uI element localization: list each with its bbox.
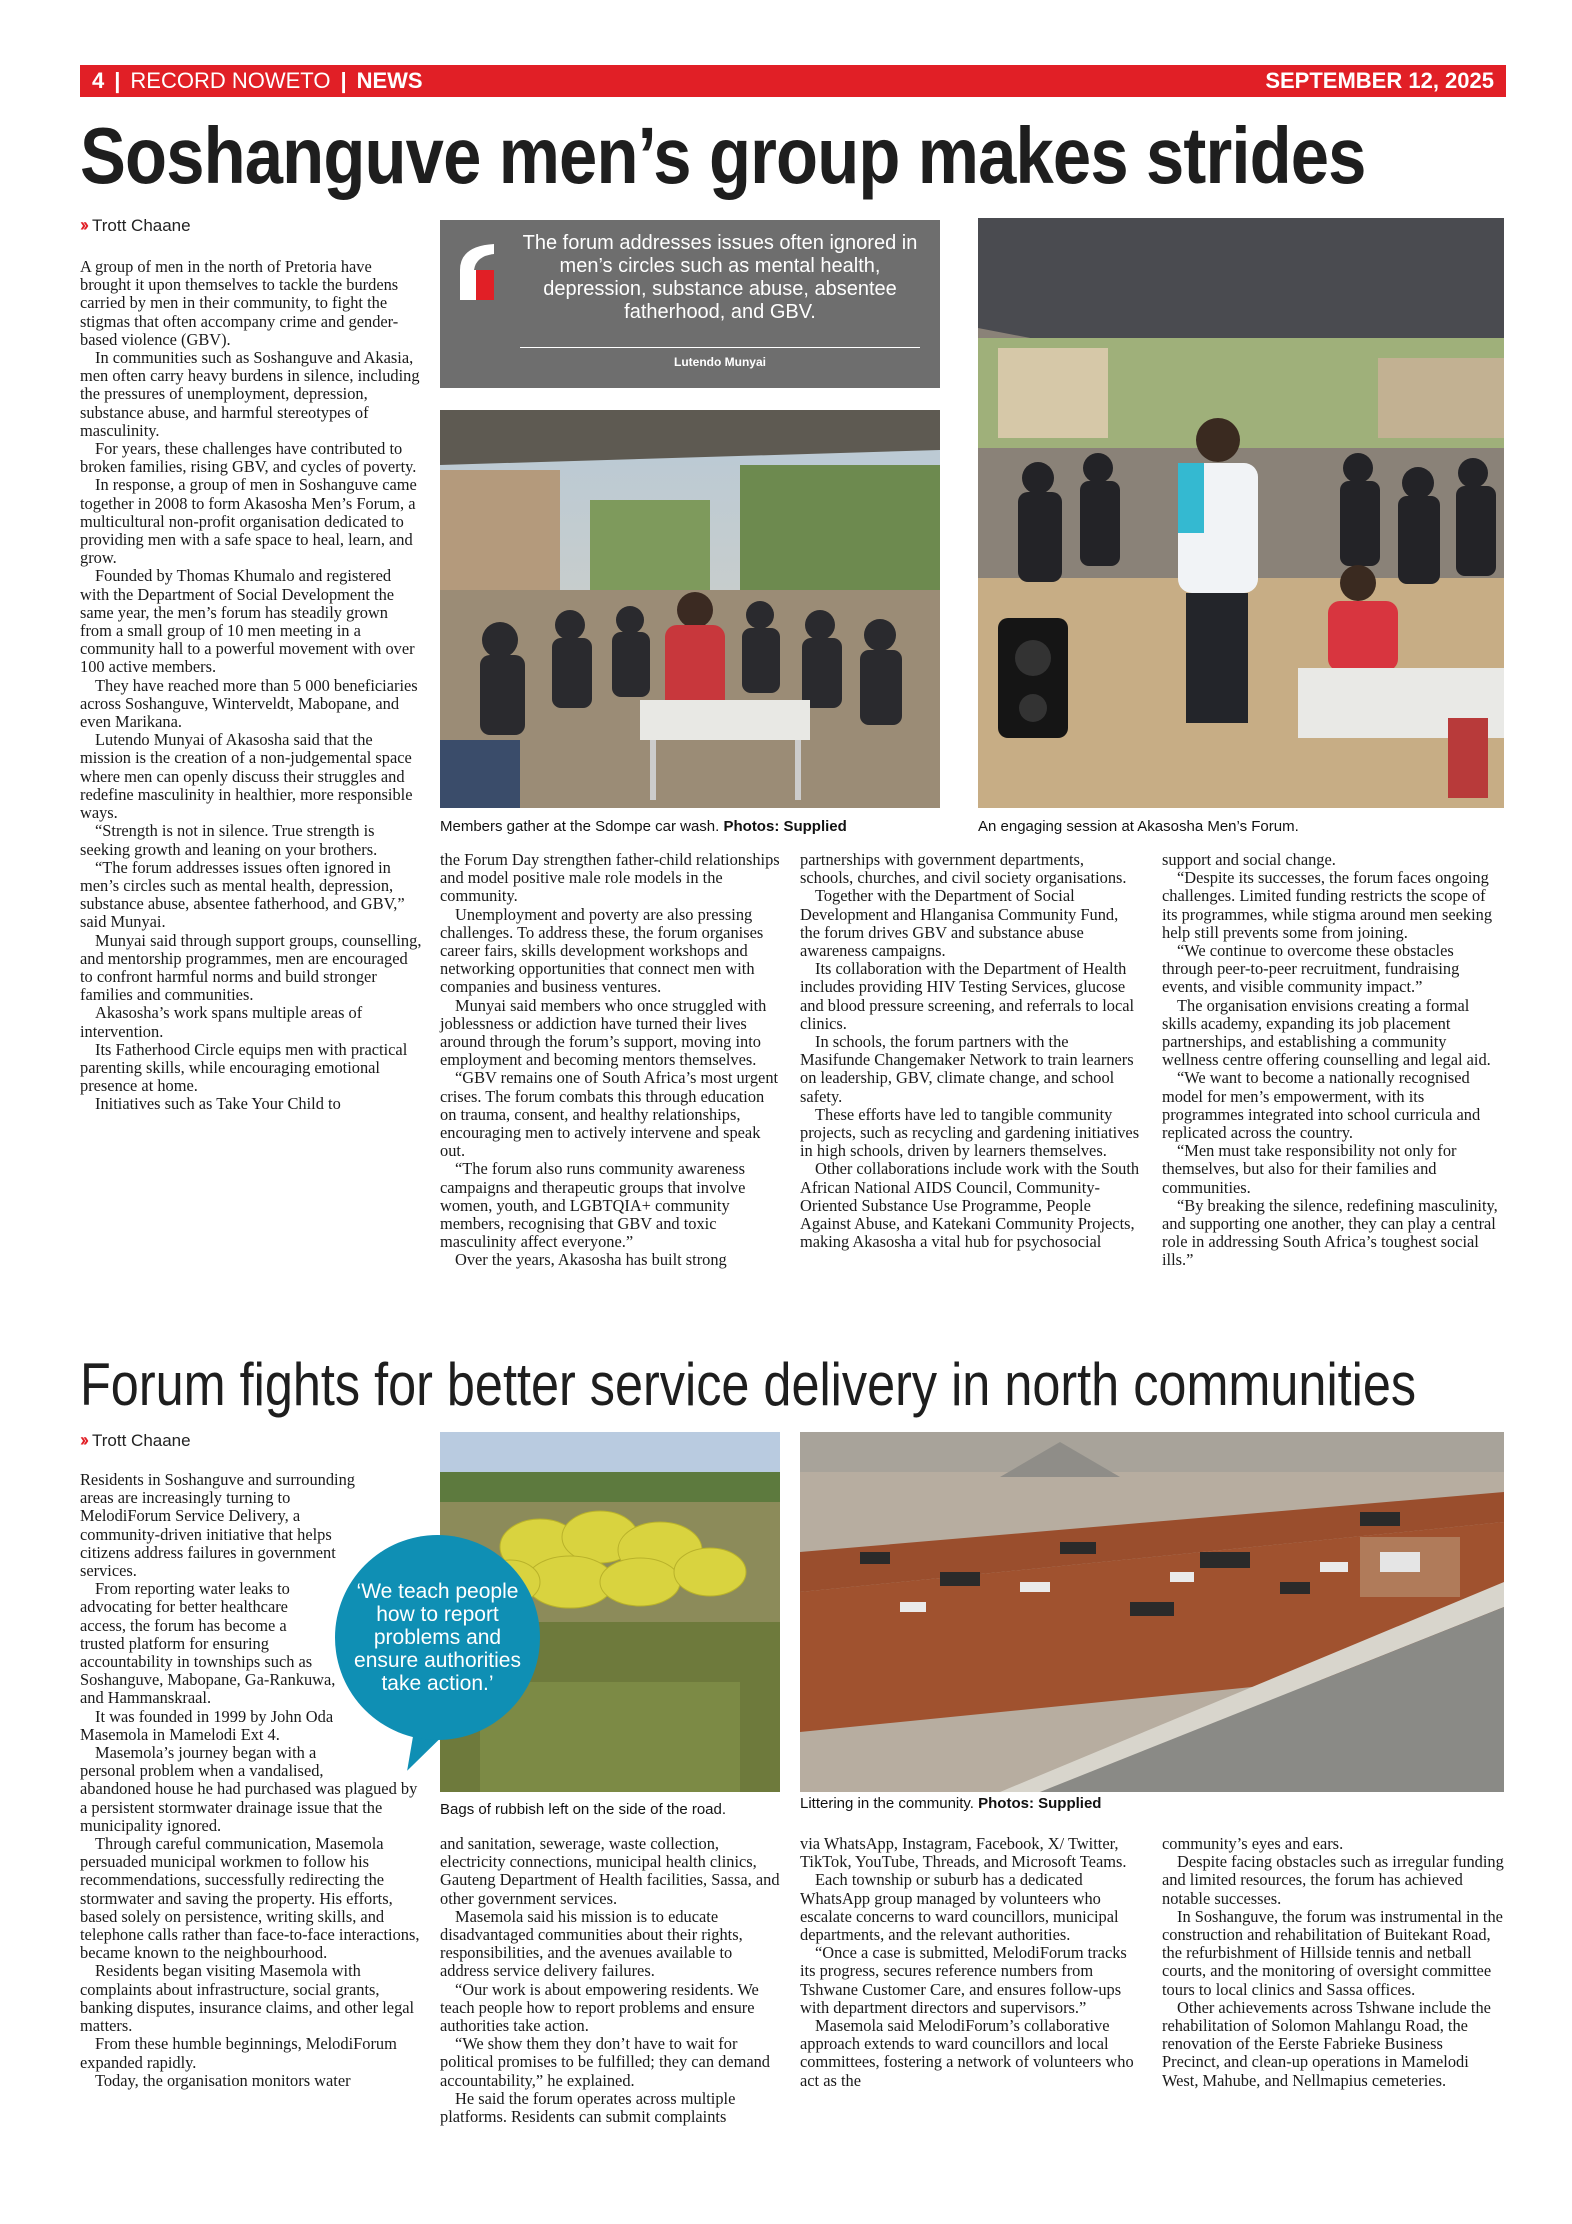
paragraph: “Once a case is submitted, MelodiForum tracks its progress, secures reference numbers from Tshwane Customer Care, and ensures follow-ups with department directors and supervisors.” xyxy=(800,1943,1127,2017)
paragraph: In schools, the forum partners with the Masifunde Changemaker Network to train learners on leadership, GBV, climate change, and school safety. xyxy=(800,1032,1134,1106)
article-2-headline: Forum fights for better service delivery in north communities xyxy=(80,1351,1417,1418)
photo-credit: Photos: Supplied xyxy=(723,818,847,835)
paragraph: community’s eyes and ears. xyxy=(1162,1834,1344,1853)
paragraph: Together with the Department of Social Development and Hlanganisa Community Fund, the forum drives GBV and substance abuse awareness campaigns. xyxy=(800,886,1119,961)
separator: | xyxy=(340,68,347,93)
paragraph: “The forum also runs community awareness campaigns and therapeutic groups that involve women, youth, and LGBTQIA+ community members, recognising that GBV and toxic masculinity affect everyone.” xyxy=(440,1159,746,1252)
chevron-icon: ›› xyxy=(80,215,86,235)
photo-credit: Photos: Supplied xyxy=(978,1795,1102,1812)
article-1-column-4 xyxy=(1162,851,1504,1270)
article-2-pullquote-bubble xyxy=(335,1535,540,1740)
pullquote-divider xyxy=(520,347,920,348)
caption-photo-rubbish xyxy=(440,1801,726,1818)
paragraph: “GBV remains one of South Africa’s most urgent crises. The forum combats this through education on trauma, consent, and healthy relationships, encouraging men to actively intervene and speak out. xyxy=(440,1068,779,1161)
page-header-banner xyxy=(80,65,1506,97)
paragraph: Munyai said through support groups, counselling, and mentorship programmes, men are encouraged to confront harmful norms and build stronger families and communities. xyxy=(80,930,422,1005)
paragraph: Masemola said MelodiForum’s collaborative approach extends to ward councillors and local committees, fostering a network of volunteers who act as the xyxy=(800,2016,1134,2090)
quote-mark-icon xyxy=(454,240,498,304)
bubble-text: ‘We teach people how to report problems and ensure authorities take action.’ xyxy=(354,1580,521,1695)
article-2-column-2 xyxy=(440,1835,780,2126)
paragraph: For years, these challenges have contributed to broken families, rising GBV, and cycles of poverty. xyxy=(80,439,417,477)
paragraph: They have reached more than 5 000 beneficiaries across Soshanguve, Winterveldt, Mabopane, and even Marikana. xyxy=(80,675,418,732)
paragraph: These efforts have led to tangible community projects, such as recycling and gardening initiatives in high schools, driven by learners themselves. xyxy=(800,1104,1140,1161)
publication-name: RECORD NOWETO xyxy=(130,68,331,93)
photo-engaging-session xyxy=(978,218,1504,808)
article-1-byline xyxy=(80,215,191,236)
article-2-byline xyxy=(80,1430,191,1451)
paragraph: Its Fatherhood Circle equips men with practical parenting skills, while encouraging emotional presence at home. xyxy=(80,1039,408,1096)
paragraph: support and social change. xyxy=(1162,850,1336,869)
caption-text: Bags of rubbish left on the side of the road. xyxy=(440,1801,727,1818)
paragraph: Despite facing obstacles such as irregular funding and limited resources, the forum has achieved notable successes. xyxy=(1162,1852,1504,1908)
paragraph: “We want to become a nationally recognised model for men’s empowerment, with its programmes integrated into school curricula and replicated across the country. xyxy=(1162,1068,1481,1143)
paragraph: The organisation envisions creating a formal skills academy, expanding its job placement partnerships, and establishing a community wellness centre offering counselling and legal aid. xyxy=(1162,995,1491,1070)
article-1-column-1 xyxy=(80,258,422,1114)
page-number: 4 xyxy=(92,68,105,93)
paragraph: “By breaking the silence, redefining masculinity, and supporting one another, they can play a central role in addressing South Africa’s toughest social ills.” xyxy=(1162,1195,1498,1270)
paragraph: Other achievements across Tshwane include the rehabilitation of Solomon Mahlangu Road, the renovation of the Eerste Fabrieke Business Precinct, and clean-up operations in Mamelodi West, Mahube, and Nellmapius cemeteries. xyxy=(1162,1997,1491,2090)
paragraph: Masemola’s journey began with a personal problem when a vandalised, abandoned house he had purchased was plagued by a persistent stormwater drainage issue that the municipality ignored. xyxy=(80,1743,418,1835)
article-1-pullquote xyxy=(440,220,940,388)
photo-littering xyxy=(800,1432,1504,1792)
paragraph: “We continue to overcome these obstacles through peer-to-peer recruitment, fundraising events, and visible community impact.” xyxy=(1162,941,1460,997)
byline-author: Trott Chaane xyxy=(92,1430,191,1450)
paragraph: Residents began visiting Masemola with complaints about infrastructure, social grants, banking disputes, insurance claims, and other legal matters. xyxy=(80,1961,415,2036)
caption-photo-littering xyxy=(800,1795,1101,1812)
paragraph: “The forum addresses issues often ignored in men’s circles such as mental health, depression, substance abuse, absentee fatherhood, and GBV,” said Munyai. xyxy=(80,857,405,932)
paragraph: From these humble beginnings, MelodiForum expanded rapidly. xyxy=(80,2034,397,2072)
paragraph: Each township or suburb has a dedicated WhatsApp group managed by volunteers who escalate concerns to ward councillors, municipal departments, and the relevant authorities. xyxy=(800,1870,1119,1945)
paragraph: “Strength is not in silence. True strength is seeking growth and leaning on your brothers. xyxy=(80,821,378,859)
paragraph: “Men must take responsibility not only for themselves, but also for their families and communities. xyxy=(1162,1141,1457,1197)
paragraph: via WhatsApp, Instagram, Facebook, X/ Twitter, TikTok, YouTube, Threads, and Microsoft Teams. xyxy=(800,1834,1127,1872)
photo-members-gathering xyxy=(440,410,940,808)
paragraph: Founded by Thomas Khumalo and registered with the Department of Social Development the same year, the men’s forum has steadily grown from a small group of 10 men meeting in a community hall to a powerful movement with over 100 active members. xyxy=(80,566,415,677)
paragraph: Akasosha’s work spans multiple areas of intervention. xyxy=(80,1003,363,1041)
caption-text: Littering in the community. xyxy=(800,1795,974,1812)
paragraph: Lutendo Munyai of Akasosha said that the mission is the creation of a non-judgemental space where men can openly discuss their struggles and redefine masculinity in healthier, more responsible ways. xyxy=(80,730,413,823)
paragraph: In response, a group of men in Soshanguve came together in 2008 to form Akasosha Men’s Forum, a multicultural non-profit organisation dedicated to providing men with a safe space to heal, learn, and grow. xyxy=(80,475,417,568)
paragraph: Residents in Soshanguve and surrounding areas are increasingly turning to MelodiForum Service Delivery, a community-driven initiative that helps citizens address failures in government services. xyxy=(80,1470,355,1581)
paragraph: and sanitation, sewerage, waste collection, electricity connections, municipal health clinics, Gauteng Department of Health facilities, Sassa, and other government services. xyxy=(440,1834,780,1908)
byline-author: Trott Chaane xyxy=(92,215,191,235)
paragraph: “Despite its successes, the forum faces ongoing challenges. Limited funding restricts the scope of its programmes, while stigma around men seeking help still prevents some from joining. xyxy=(1162,868,1493,942)
paragraph: Unemployment and poverty are also pressing challenges. To address these, the forum organises career fairs, skills development workshops and networking opportunities that connect men with companies and business ventures. xyxy=(440,904,764,997)
article-2-column-3 xyxy=(800,1835,1140,2090)
paragraph: A group of men in the north of Pretoria have brought it upon themselves to tackle the burdens carried by men in their community, to fight the stigmas that often accompany crime and gender-based violence (GBV). xyxy=(80,257,399,349)
paragraph: Over the years, Akasosha has built strong xyxy=(455,1250,727,1270)
paragraph: Today, the organisation monitors water xyxy=(95,2070,351,2090)
article-1-column-3 xyxy=(800,851,1140,1251)
article-2-column-4 xyxy=(1162,1835,1504,2090)
paragraph: Masemola said his mission is to educate disadvantaged communities about their rights, responsibilities, and the avenues available to address service delivery failures. xyxy=(440,1906,743,1981)
paragraph: Initiatives such as Take Your Child to xyxy=(95,1094,341,1114)
separator: | xyxy=(114,68,121,93)
paragraph: It was founded in 1999 by John Oda Masemola in Mamelodi Ext 4. xyxy=(80,1706,334,1744)
paragraph: Munyai said members who once struggled with joblessness or addiction have turned their lives around through the forum’s support, moving into employment and becoming mentors themselves. xyxy=(440,995,767,1070)
caption-text: An engaging session at Akasosha Men’s Forum. xyxy=(978,818,1299,835)
paragraph: “Our work is about empowering residents. We teach people how to report problems and ensure authorities take action. xyxy=(440,1979,759,2036)
pullquote-source: Lutendo Munyai xyxy=(674,355,766,369)
paragraph: In communities such as Soshanguve and Akasia, men often carry heavy burdens in silence, including the pressures of unemployment, depression, substance abuse, and harmful stereotypes of masculinity. xyxy=(80,348,420,440)
article-1-column-2 xyxy=(440,851,780,1270)
pullquote-text: The forum addresses issues often ignored in men’s circles such as mental health, depression, substance abuse, absentee fatherhood, and GBV. xyxy=(522,232,918,323)
paragraph: He said the forum operates across multiple platforms. Residents can submit complaints xyxy=(440,2088,736,2127)
paragraph: the Forum Day strengthen father-child relationships and model positive male role models in the community. xyxy=(440,850,780,906)
caption-text: Members gather at the Sdompe car wash. xyxy=(440,818,720,835)
paragraph: Other collaborations include work with the South African National AIDS Council, Community-Oriented Substance Use Programme, People Against Abuse, and Katekani Community Projects, making Akasosha a vital hub for psychosocial xyxy=(800,1159,1140,1252)
section-name: NEWS xyxy=(356,68,423,93)
caption-photo-members xyxy=(440,818,847,835)
chevron-icon: ›› xyxy=(80,1430,86,1450)
paragraph: “We show them they don’t have to wait for political promises to be fulfilled; they can demand accountability,” he explained. xyxy=(440,2034,770,2090)
paragraph: In Soshanguve, the forum was instrumental in the construction and rehabilitation of Buitekant Road, the refurbishment of Hillside tennis and netball courts, and the monitoring of oversight committee tours to local clinics and Sassa offices. xyxy=(1162,1906,1503,1999)
caption-photo-session xyxy=(978,818,1299,835)
paragraph: From reporting water leaks to advocating for better healthcare access, the forum has become a trusted platform for ensuring accountability in townships such as Soshanguve, Mabopane, Ga-Rankuwa, and Hammanskraal. xyxy=(80,1579,336,1708)
article-1-headline: Soshanguve men’s group makes strides xyxy=(80,111,1366,200)
paragraph: Its collaboration with the Department of Health includes providing HIV Testing Services, glucose and blood pressure screening, and referrals to local clinics. xyxy=(800,959,1135,1033)
paragraph: partnerships with government departments, schools, churches, and civil society organisations. xyxy=(800,850,1127,888)
paragraph: Through careful communication, Masemola persuaded municipal workmen to follow his recommendations, successfully redirecting the stormwater and saving the property. His efforts, based solely on persistence, writing skills, and telephone calls rather than face-to-face interactions, became known to the neighbourhood. xyxy=(80,1834,420,1963)
issue-date: SEPTEMBER 12, 2025 xyxy=(1265,68,1494,93)
